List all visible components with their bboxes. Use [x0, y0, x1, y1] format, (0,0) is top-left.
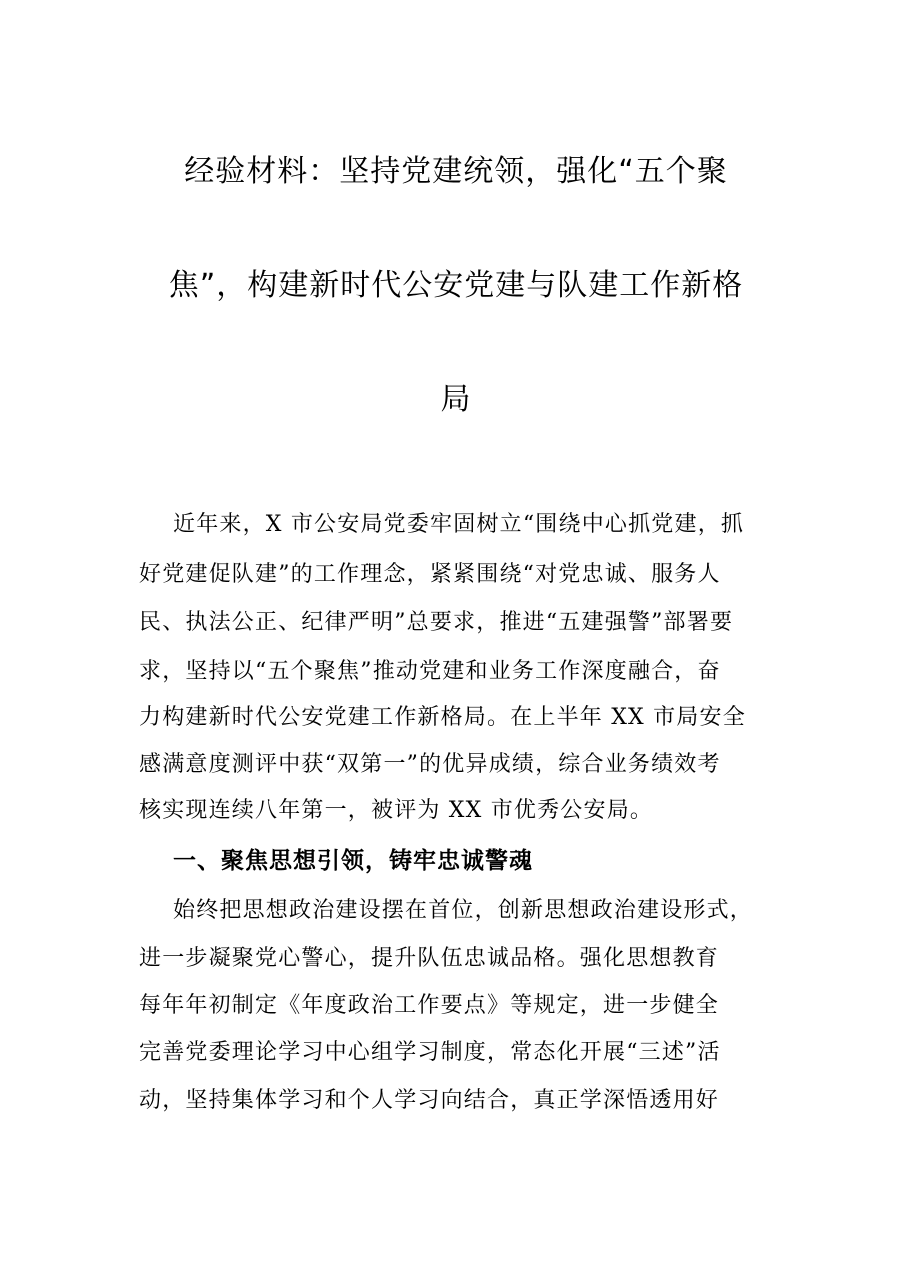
section-1-line-2: 进一步凝聚党心警心，提升队伍忠诚品格。强化思想教育 [139, 946, 720, 971]
intro-line-3: 民、执法公正、纪律严明”总要求，推进“五建强警”部署要 [139, 610, 734, 635]
intro-line-6: 感满意度测评中获“双第一”的优异成绩，综合业务绩效考 [139, 752, 721, 777]
intro-line-7: 核实现连续八年第一，被评为 XX 市优秀公安局。 [139, 798, 654, 823]
document-title-line-2: 焦”，构建新时代公安党建与队建工作新格 [168, 268, 744, 303]
section-1-line-4: 完善党委理论学习中心组学习制度，常态化开展“三述”活 [139, 1040, 721, 1065]
document-title-line-1: 经验材料：坚持党建统领，强化“五个聚 [184, 154, 728, 189]
section-1-line-3: 每年年初制定《年度政治工作要点》等规定，进一步健全 [139, 993, 720, 1018]
intro-line-4: 求，坚持以“五个聚焦”推动党建和业务工作深度融合，奋 [139, 659, 721, 684]
intro-line-5: 力构建新时代公安党建工作新格局。在上半年 XX 市局安全 [139, 705, 746, 730]
document-title-line-3: 局 [440, 382, 472, 417]
section-1-heading: 一、聚焦思想引领，铸牢忠诚警魂 [173, 848, 533, 874]
intro-line-2: 好党建促队建”的工作理念，紧紧围绕“对党忠诚、服务人 [139, 562, 721, 587]
section-1-line-1: 始终把思想政治建设摆在首位，创新思想政治建设形式， [173, 898, 754, 923]
intro-line-1: 近年来，X 市公安局党委牢固树立“围绕中心抓党建，抓 [173, 512, 745, 537]
section-1-line-5: 动，坚持集体学习和个人学习向结合，真正学深悟透用好 [139, 1088, 720, 1113]
